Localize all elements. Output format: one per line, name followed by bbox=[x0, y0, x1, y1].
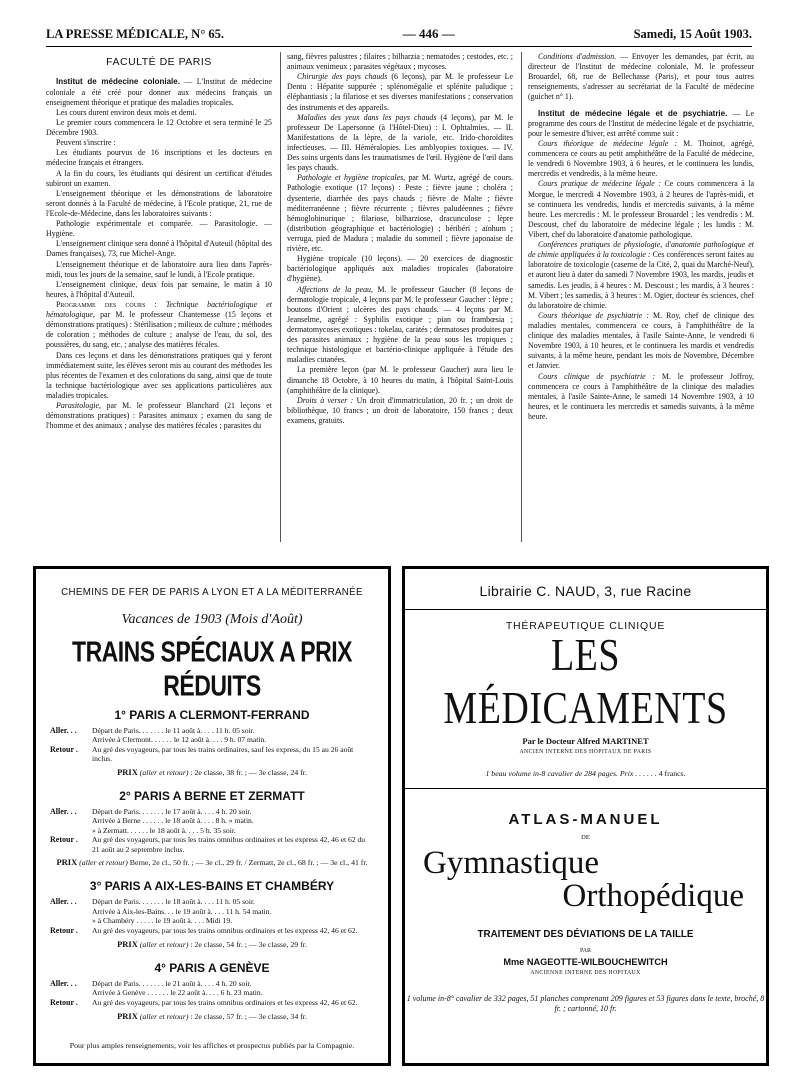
bookshop-advertisement bbox=[402, 566, 769, 1066]
aller-line: » à Chambéry . . . . . le 19 août à. . . . Midi 19. bbox=[92, 916, 233, 926]
paragraph: Parasitologie, par M. le professeur Blanchard (21 leçons et démonstrations pratiques) : Parasites animaux ; examen du sang de l'homme et des animaux ; analyse des matières fécales ; parasites du bbox=[46, 401, 272, 431]
retour-text: Au gré des voyageurs, par tous les trains omnibus ordinaires et les express 42, 46 et 62. bbox=[92, 925, 358, 935]
page-header bbox=[46, 22, 752, 47]
book2-details: 1 volume in-8° cavalier de 332 pages, 51 planches comprenant 209 figures et 53 figures dans le texte, broché, 8 fr. ; cartonné, 10 fr. bbox=[406, 994, 765, 1014]
route-block bbox=[50, 961, 374, 1021]
paragraph: Dans ces leçons et dans les démonstrations pratiques qui y feront immédiatement suite, les élèves seront mis au courant des méthodes les plus récentes de l'examen et des colorations du sang, ainsi que de toute la technique bactériologique avec ses applications particulières aux maladies tropicales. bbox=[46, 350, 272, 400]
paragraph: Conditions d'admission. — Envoyer les demandes, par écrit, au directeur de l'Institut de médecine coloniale, M. le professeur Brouardel, 68, rue de Bellechasse (Paris), et pour tous autres renseignements, s'adresser au secrétariat de la Faculté de médecine (guichet n° 1). bbox=[528, 52, 754, 102]
paragraph: L'enseignement clinique sera donné à l'hôpital d'Auteuil (hôpital des Dames françaises), 73, rue Michel-Ange. bbox=[46, 239, 272, 259]
paragraph: Cours théorique de médecine légale : M. Thoinot, agrégé, commencera ce cours au petit amphithéâtre de la Faculté de médecine, le vendredi 6 Novembre 1903, à 6 heures, et le continuera les lundis, mercredis et vendredis, à la même heure. bbox=[528, 139, 754, 179]
route-price: PRIX (aller et retour) Berne, 2e cl., 50 fr. ; — 3e cl., 29 fr. / Zermatt, 2e cl., 68 fr. ; — 3e cl., 41 fr. bbox=[56, 857, 368, 868]
route-block bbox=[50, 708, 374, 777]
paragraph: Cours clinique de psychiatrie : M. le professeur Joffroy, commencera ce cours à l'amphithéâtre de la clinique des maladies mentales, à l'asile Sainte-Anne, le samedi 14 Novembre 1903, à 10 heures, et le continuera les mercredis et samedis suivants, à la même heure. bbox=[528, 371, 754, 421]
rail-title: TRAINS SPÉCIAUX A PRIX RÉDUITS bbox=[72, 635, 352, 702]
bookshop-name: Librairie C. NAUD, 3, rue Racine bbox=[479, 583, 692, 599]
book1-details: 1 beau volume in-8 cavalier de 284 pages. Prix . . . . . . 4 francs. bbox=[485, 769, 686, 778]
article-columns bbox=[46, 52, 754, 542]
book1-series: THÉRAPEUTIQUE CLINIQUE bbox=[505, 620, 666, 632]
book2-par: PAR bbox=[579, 948, 592, 954]
paragraph: Hygiène tropicale (10 leçons). — 20 exercices de diagnostic bactériologique appliqués aux maladies tropicales (laboratoire d'hygiène). bbox=[287, 254, 513, 284]
route-price: PRIX (aller et retour) : 2e classe, 54 fr. ; — 3e classe, 29 fr. bbox=[117, 938, 307, 949]
divider bbox=[405, 788, 766, 789]
paragraph: Droits à verser : Un droit d'immatriculation, 20 fr. ; un droit de bibliothèque, 10 francs ; un droit de laboratoire, 150 francs ; deux examens, gratuits. bbox=[287, 395, 513, 425]
route-aller bbox=[50, 807, 374, 835]
rail-footer: Pour plus amples renseignements, voir les affiches et prospectus publiés par la Compagnie. bbox=[69, 1041, 355, 1051]
aller-line: Départ de Paris. . . . . . . le 18 août à. . . . 11 h. 05 soir. bbox=[92, 897, 255, 907]
route-aller bbox=[50, 726, 374, 745]
aller-line: Arrivée à Clermont. . . . . . le 12 août à. . . . 9 h. 07 matin. bbox=[92, 735, 267, 745]
retour-text: Au gré des voyageurs, par tous les trains omnibus ordinaires et les express 42, 46 et 62 du 21 août au 2 septembre inclus. bbox=[92, 835, 366, 854]
paragraph: Cours théorique de psychiatrie : M. Roy, chef de clinique des maladies mentales, commencera ce cours, à l'amphithéâtre de la clinique des maladies mentales, à l'asile Sainte-Anne, le vendredi 6 Novembre 1903, à 10 heures, et le continuera les mardis et vendredis suivants, à la même heure, pendant les mois de Novembre, Décembre et Janvier. bbox=[528, 310, 754, 371]
route-block bbox=[50, 879, 374, 948]
aller-times bbox=[92, 979, 374, 998]
paragraph: Institut de médecine légale et de psychiatrie. — Le programme des cours de l'Institut de médecine légale et de psychiatrie, pour le semestre d'hiver, est arrêté comme suit : bbox=[528, 108, 754, 138]
aller-label: Aller. . . bbox=[50, 726, 77, 735]
book2-de: DE bbox=[581, 834, 590, 841]
paragraph: La première leçon (par M. le professeur Gaucher) aura lieu le dimanche 18 Octobre, à 10 heures du matin, à l'hôpital Saint-Louis (amphithéâtre de la clinique). bbox=[287, 365, 513, 395]
book2-subtitle: TRAITEMENT DES DÉVIATIONS DE LA TAILLE bbox=[477, 929, 694, 940]
route-aller bbox=[50, 979, 374, 998]
page-number: — 446 — bbox=[402, 26, 455, 41]
book2-title-line2: Orthopédique bbox=[562, 878, 744, 914]
aller-label: Aller. . . bbox=[50, 806, 77, 816]
route-list bbox=[36, 708, 388, 1021]
route-title: 4° PARIS A GENÈVE bbox=[154, 960, 270, 975]
book1-author: Par le Docteur Alfred MARTINET bbox=[522, 736, 649, 746]
aller-line: Arrivée à Aix-les-Bains. . . le 19 août à. . . . 11 h. 54 matin. bbox=[92, 906, 272, 916]
route-retour bbox=[50, 835, 374, 854]
rail-vacances: Vacances de 1903 (Mois d'Août) bbox=[121, 612, 303, 627]
divider bbox=[405, 609, 766, 610]
aller-line: Arrivée à Genève . . . . . . le 22 août à. . . . 6 h. 23 matin. bbox=[92, 988, 263, 998]
paragraph: Conférences pratiques de physiologie, d'anatomie pathologique et de chimie appliquées à la toxicologie : Ces conférences seront faites au laboratoire de toxicologie (caserne de la Cité, 2, quai du Marché-Neuf), et auront lieu à dater du samedi 7 Novembre 1903, les mardis, jeudis et samedis. Les jeudis, à 4 heures : M. Descoust ; les mardis, à 3 heures : M. Vibert ; les samedis, à 3 heures : M. Ogier, docteur ès sciences, chef du laboratoire de chimie. bbox=[528, 240, 754, 310]
subsection-title: Institut de médecine coloniale. bbox=[56, 77, 180, 87]
route-title: 3° PARIS A AIX-LES-BAINS ET CHAMBÉRY bbox=[89, 879, 335, 894]
book1-title: LES MÉDICAMENTS bbox=[443, 630, 728, 734]
route-retour bbox=[50, 926, 374, 936]
retour-label: Retour . bbox=[50, 835, 78, 845]
rail-company: CHEMINS DE FER DE PARIS A LYON ET A LA MÉDITERRANÉE bbox=[61, 587, 363, 598]
paragraph: sang, fièvres palustres ; filaires ; bilharzia ; nematodes ; cestodes, etc. ; animaux venimeux ; parasites végétaux ; mycoses. bbox=[287, 52, 513, 72]
aller-times bbox=[92, 897, 374, 925]
paragraph: Programme des cours : Technique bactériologique et hématologique, par M. le professeur Chantemesse (15 leçons et démonstrations pratiques) : Stérilisation ; milieux de culture ; méthodes de coloration ; méthodes de culture ; analyse de l'eau, du sol, des poussières, du sang, etc. ; analyse des matières fécales. bbox=[46, 299, 272, 350]
book2-title-line1: Gymnastique bbox=[423, 845, 599, 881]
book2-author: Mme NAGEOTTE-WILBOUCHEWITCH bbox=[503, 957, 668, 967]
route-block bbox=[50, 789, 374, 867]
aller-line: Départ de Paris. . . . . . . le 21 août à. . . . 4 h. 20 soir. bbox=[92, 978, 252, 988]
journal-title: LA PRESSE MÉDICALE, N° 65. bbox=[46, 27, 224, 41]
aller-line: » à Zermatt. . . . . . le 18 août à. . . . 5 h. 35 soir. bbox=[92, 825, 236, 835]
book2-author-title: ANCIENNE INTERNE DES HOPITAUX bbox=[530, 970, 641, 976]
retour-label: Retour . bbox=[50, 925, 78, 935]
aller-label: Aller. . . bbox=[50, 978, 77, 988]
paragraph: Affections de la peau, M. le professeur Gaucher (8 leçons de dermatologie tropicale, 4 leçons par M. le professeur Gaucher : lèpre ; boutons d'Orient ; ulcères des pays chauds. — 4 leçons par M. Jeanselme, agrégé : Syphilis exotique ; pian ou frambœsia ; dermatomycoses exotiques : tokelau, caratés ; dermatoses produites par des parasites animaux ; hygiène de la peau sous les tropiques ; technique histologique et bactério-clinique appliquée à l'étude des maladies cutanées. bbox=[287, 284, 513, 365]
retour-label: Retour . bbox=[50, 997, 78, 1007]
route-aller bbox=[50, 897, 374, 925]
issue-date: Samedi, 15 Août 1903. bbox=[633, 27, 752, 41]
aller-line: Départ de Paris. . . . . . . le 17 août à. . . . 4 h. 20 soir. bbox=[92, 806, 252, 816]
aller-times bbox=[92, 726, 374, 745]
route-price: PRIX (aller et retour) : 2e classe, 38 fr. ; — 3e classe, 24 fr. bbox=[117, 766, 307, 777]
route-retour bbox=[50, 998, 374, 1008]
route-retour bbox=[50, 745, 374, 764]
paragraph: A la fin du cours, les étudiants qui désirent un certificat d'études subiront un examen. bbox=[46, 168, 272, 188]
paragraph: Pathologie expérimentale et comparée. — Parasitologie. — Hygiène. bbox=[46, 219, 272, 239]
paragraph: L'enseignement clinique, deux fois par semaine, le matin à 10 heures, à l'hôpital d'Auteuil. bbox=[46, 279, 272, 299]
book2-atlas: ATLAS-MANUEL bbox=[508, 811, 663, 828]
retour-text: Au gré des voyageurs, par tous les trains ordinaires, sauf les express, du 15 au 26 août inclus. bbox=[92, 744, 354, 764]
railway-advertisement bbox=[33, 566, 391, 1066]
paragraph: Les cours durent environ deux mois et demi. bbox=[56, 107, 197, 117]
book1-author-title: ANCIEN INTERNE DES HOPITAUX DE PARIS bbox=[519, 749, 652, 755]
column-2 bbox=[280, 52, 513, 542]
column-1: FACULTÉ DE PARIS Institut de médecine coloniale. — L'Institut de médecine coloniale a été créé pour donner aux médecins français un enseignement théorique et pratique des maladies tropicales. Les cours durent environ deux mois et demi. Le premier cours commencera le 12 Octobre et sera terminé le 25 Décembre 1903. Peuvent s'inscrire : Les étudiants pourvus de 16 inscriptions et les docteurs en médecine français et étrangers. A la fin du cours, les étudiants qui désirent un certificat d'études subiront un examen. L'enseignement théorique et les démonstrations de laboratoire seront donnés à la Faculté de médecine, à l'Ecole pratique, 21, rue de l'Ecole-de-Médecine, dans les laboratoires suivants : Pathologie expérimentale et comparée. — Parasitologie. — Hygiène. L'enseignement clinique sera donné à l'hôpital d'Auteuil (hôpital des Dames françaises), 73, rue Michel-Ange. L'enseignement théorique et de laboratoire aura lieu dans l'après-midi, tous les jours de la semaine, sauf le lundi, à l'Ecole pratique. L'enseignement clinique, deux fois par semaine, le matin à 10 heures, à l'hôpital d'Auteuil. Programme des cours : Technique bactériologique et hématologique, par M. le professeur Chantemesse (15 leçons et démonstrations pratiques) : Stérilisation ; milieux de culture ; méthodes de coloration ; méthodes de culture ; analyse de l'eau, du sol, des poussières, du sang, etc. ; analyse des matières fécales. Dans ces leçons et dans les démonstrations pratiques qui y feront immédiatement suite, les élèves seront mis au courant des méthodes les plus récentes de l'examen et des colorations du sang, ainsi que de toute la technique bactériologique avec ses applications particulières aux maladies tropicales. Parasitologie, par M. le professeur Blanchard (21 leçons et démonstrations pratiques) : Parasites animaux ; examen du sang de l'homme et des animaux ; analyse des matières fécales ; parasites du bbox=[46, 56, 272, 431]
aller-line: Départ de Paris. . . . . . . le 11 août à. . . . 11 h. 05 soir. bbox=[92, 726, 255, 735]
section-heading: FACULTÉ DE PARIS bbox=[106, 56, 212, 68]
aller-label: Aller. . . bbox=[50, 897, 77, 907]
paragraph: L'enseignement théorique et de laboratoire aura lieu dans l'après-midi, tous les jours de la semaine, sauf le lundi, à l'Ecole pratique. bbox=[46, 259, 272, 279]
route-title: 2° PARIS A BERNE ET ZERMATT bbox=[119, 788, 305, 803]
paragraph: Pathologie et hygiène tropicales, par M. Wurtz, agrégé de cours. Pathologie exotique (17 leçons) : Peste ; fièvre jaune ; choléra ; dysenterie, diarrhée des pays chauds ; fièvre de Malte ; fièvre méditerranéenne ; fièvre récurrente ; fièvres paludéennes ; fièvre hémoglobinurique ; filariose, bilharziose, dracunculose ; lèpre (distribution géographique et bactériologie) ; béribéri ; aïnhum ; verruga, pied de Madura ; maladie du sommeil ; fièvre japonaise de rivière, etc. bbox=[287, 173, 513, 254]
route-title: 1° PARIS A CLERMONT-FERRAND bbox=[114, 708, 310, 722]
route-price: PRIX (aller et retour) : 2e classe, 57 fr. ; — 3e classe, 34 fr. bbox=[117, 1010, 307, 1021]
paragraph: Le premier cours commencera le 12 Octobre et sera terminé le 25 Décembre 1903. bbox=[46, 118, 272, 138]
aller-line: Arrivée à Berne . . . . . . le 18 août à. . . . 8 h. » matin. bbox=[92, 816, 254, 826]
column-3 bbox=[521, 52, 754, 542]
paragraph: Les étudiants pourvus de 16 inscriptions et les docteurs en médecine français et étrangers. bbox=[46, 148, 272, 168]
paragraph: Peuvent s'inscrire : bbox=[56, 138, 116, 148]
paragraph: L'enseignement théorique et les démonstrations de laboratoire seront donnés à la Faculté de médecine, à l'Ecole pratique, 21, rue de l'Ecole-de-Médecine, dans les laboratoires suivants : bbox=[46, 188, 272, 218]
retour-label: Retour . bbox=[50, 744, 78, 754]
aller-times bbox=[92, 807, 374, 835]
paragraph: Maladies des yeux dans les pays chauds (4 leçons), par M. le professeur De Lapersonne (à l'Hôtel-Dieu) : I. Ophtalmies. — II. Manifestations de la lèpre, de la variole, etc. Irido-choroïdites infectieuses. — III. Héméralopies. Les amblyopies toxiques. — IV. Des soins urgents dans les traumatismes de l'œil. Hygiène de l'œil dans les pays chauds. bbox=[287, 112, 513, 173]
paragraph: Cours pratique de médecine légale : Ce cours commencera à la Morgue, le mercredi 4 Novembre 1903, à 2 heures de l'après-midi, et se continuera les vendredis, lundis et mercredis suivants, à la même heure. Les mercredis : M. le professeur Brouardel ; les vendredis : M. Descoust, chef du laboratoire de médecine légale ; les lundis : M. Vibert, chef du laboratoire d'anatomie pathologique. bbox=[528, 179, 754, 239]
retour-text: Au gré des voyageurs, par tous les trains omnibus ordinaires et les express 42, 46 et 62. bbox=[92, 997, 358, 1007]
paragraph: Chirurgie des pays chauds (6 leçons), par M. le professeur Le Dentu : Hépatite suppurée ; splénomégalie et splénite paludique ; éléphantiasis ; la filariose et ses diverses manifestations ; conservation des instruments et des appareils. bbox=[287, 72, 513, 112]
